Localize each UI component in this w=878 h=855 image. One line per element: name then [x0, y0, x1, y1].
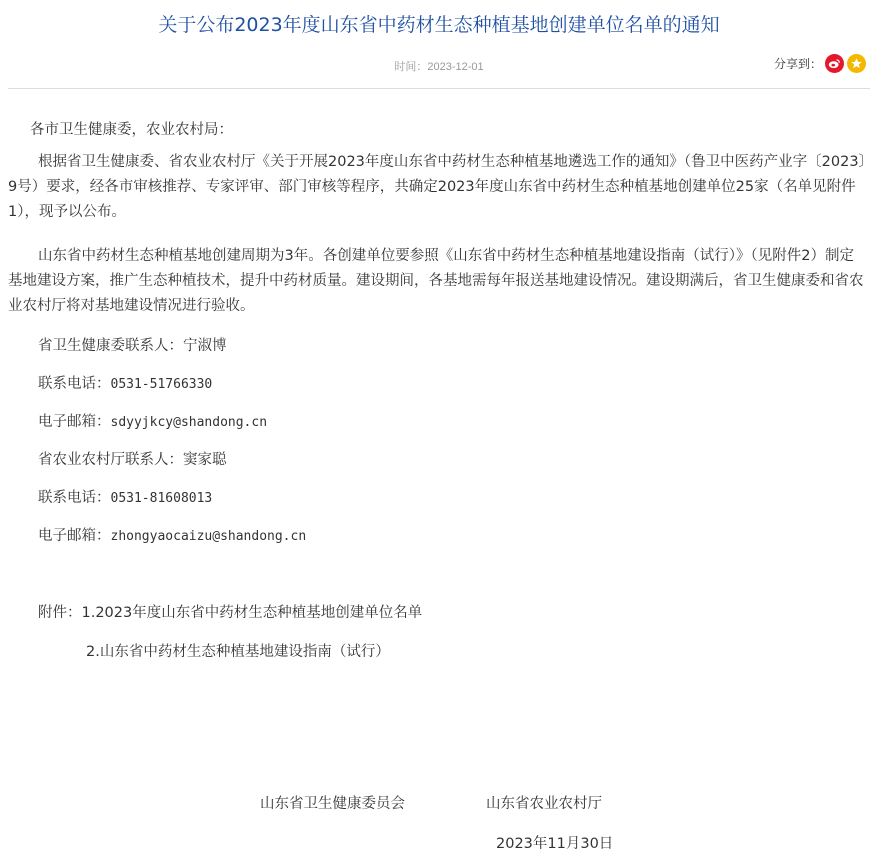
share-bar: [774, 54, 866, 73]
contact-label: 电子邮箱：: [38, 414, 111, 430]
contact-value: 宁淑博: [183, 338, 227, 354]
page-title: 关于公布2023年度山东省中药材生态种植基地创建单位名单的通知: [158, 14, 720, 36]
contact-label: 省农业农村厅联系人：: [38, 452, 183, 468]
signature-date: 2023年11月30日: [496, 836, 614, 852]
attachment-line-1: [38, 601, 422, 622]
signature-org-2: 山东省农业农村厅: [486, 796, 602, 812]
contact-value: 窦家聪: [183, 452, 227, 468]
attachment-prefix: 附件：: [38, 605, 82, 621]
article-meta: [0, 54, 878, 80]
contact-label: 省卫生健康委联系人：: [38, 338, 183, 354]
paragraph-1: 根据省卫生健康委、省农业农村厅《关于开展2023年度山东省中药材生态种植基地遴选工作的通知》（鲁卫中医药产业字〔2023〕9号）要求，经各市审核推荐、专家评审、部门审核等程序，共确定2023年度山东省中药材生态种植基地创建单位25家（名单见附件1），现予以公布。: [8, 154, 866, 220]
paragraph-2: 山东省中药材生态种植基地创建周期为3年。各创建单位要参照《山东省中药材生态种植基地建设指南（试行）》（见附件2）制定基地建设方案，推广生态种植技术，提升中药材质量。建设期间，各基地需每年报送基地建设情况。建设期满后，省卫生健康委和省农业农村厅将对基地建设情况进行验收。: [8, 248, 864, 314]
contact-line: [38, 526, 306, 547]
contact-line: [38, 374, 212, 395]
contact-email: sdyyjkcy@shandong.cn: [110, 415, 268, 430]
contact-line: [38, 488, 212, 509]
share-label: 分享到：: [773, 57, 822, 71]
contact-line: [38, 450, 227, 470]
contact-label: 联系电话：: [38, 490, 111, 506]
contact-line: [38, 336, 227, 356]
favorite-share-icon[interactable]: [847, 54, 866, 73]
weibo-share-icon[interactable]: [825, 54, 844, 73]
header-divider: [8, 88, 870, 89]
contact-phone: 0531-81608013: [110, 491, 213, 506]
signature-org-1: 山东省卫生健康委员会: [260, 796, 405, 812]
contact-line: [38, 412, 267, 433]
attachment-item-2: 2.山东省中药材生态种植基地建设指南（试行）: [86, 644, 390, 660]
greeting: 各市卫生健康委，农业农村局：: [30, 122, 233, 138]
publish-time: 时间：2023-12-01: [394, 61, 484, 73]
contact-phone: 0531-51766330: [110, 377, 213, 392]
contact-email: zhongyaocaizu@shandong.cn: [110, 529, 307, 544]
attachment-item-1: 1.2023年度山东省中药材生态种植基地创建单位名单: [81, 605, 423, 621]
contact-label: 电子邮箱：: [38, 528, 111, 544]
contact-label: 联系电话：: [38, 376, 111, 392]
